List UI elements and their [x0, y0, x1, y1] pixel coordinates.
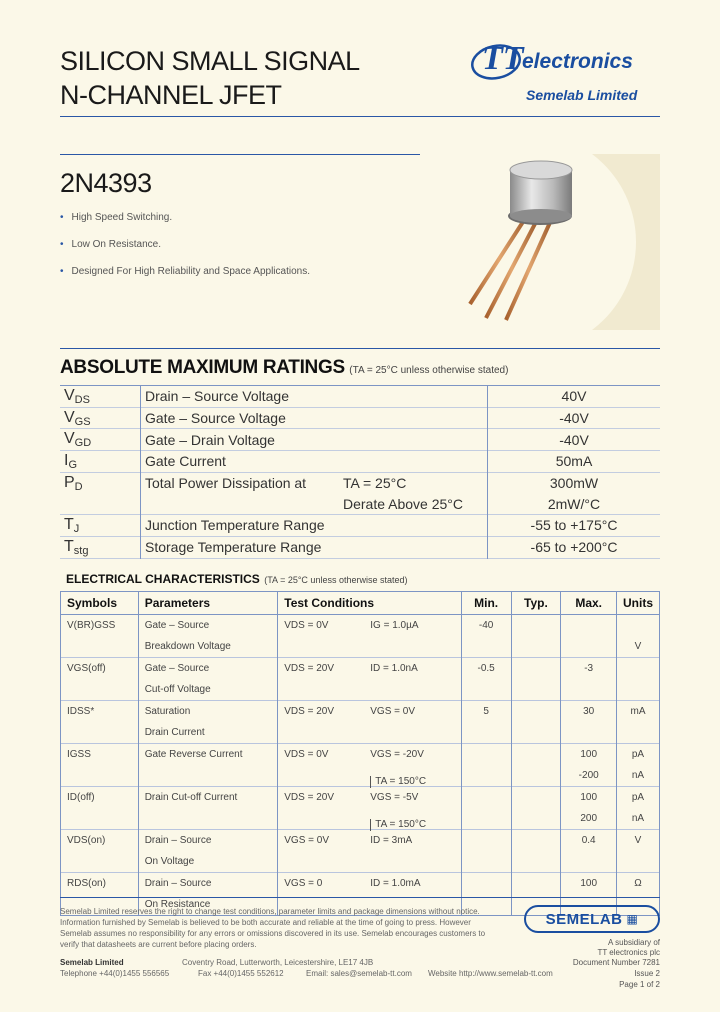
- test-condition-1: VDS = 0V: [284, 748, 329, 760]
- elec-row: [61, 873, 660, 895]
- title-line-2: N-CHANNEL JFET: [60, 80, 282, 110]
- elec-typ: [511, 658, 561, 680]
- logo-subtitle: Semelab Limited: [526, 87, 638, 103]
- abs-max-value: 40V: [561, 388, 587, 405]
- elec-symbol: IGSS: [61, 744, 139, 766]
- elec-unit: [617, 851, 660, 873]
- semelab-logo: [524, 905, 660, 933]
- elec-parameter: [138, 808, 278, 830]
- disclaimer-line: Semelab assumes no responsibility for any errors or omissions discovered in its use. Semelab encourages customers to: [60, 929, 486, 938]
- abs-max-parameter: Drain – Source Voltage: [145, 388, 289, 405]
- abs-max-value: 300mW: [549, 475, 599, 492]
- abs-max-condition-cell: [339, 386, 488, 408]
- abs-max-condition: (TA = 25°C unless otherwise stated): [349, 365, 509, 376]
- elec-row: [61, 765, 660, 787]
- elec-max: [561, 722, 617, 744]
- abs-max-condition-cell: [339, 429, 488, 451]
- test-condition-1: VDS = 0V: [284, 619, 329, 631]
- abs-max-symbol: $T_J$: [60, 515, 141, 537]
- elec-max: -3: [561, 658, 617, 680]
- test-condition-pair: [284, 835, 454, 847]
- bullet-icon: •: [60, 266, 64, 277]
- abs-max-condition-cell: [339, 536, 488, 558]
- elec-unit: nA: [617, 808, 660, 830]
- elec-min: [461, 722, 511, 744]
- elec-row: [61, 808, 660, 830]
- elec-typ: [511, 722, 561, 744]
- elec-row: [61, 787, 660, 809]
- elec-test-conditions: [278, 615, 461, 637]
- elec-typ: [511, 851, 561, 873]
- abs-max-condition-cell: [339, 451, 488, 473]
- col-max: Max.: [561, 592, 617, 615]
- elec-test-conditions: [278, 830, 461, 852]
- elec-row: [61, 701, 660, 723]
- elec-min: [461, 679, 511, 701]
- feature-text: Designed For High Reliability and Space Applications.: [71, 266, 310, 277]
- test-condition-pair: [284, 620, 454, 632]
- elec-max: 200: [561, 808, 617, 830]
- elec-test-conditions: [278, 765, 461, 787]
- elec-symbol: VDS(on): [61, 830, 139, 852]
- elec-min: [461, 636, 511, 658]
- elec-symbol: [61, 765, 139, 787]
- logo-mark: TT: [482, 40, 524, 77]
- elec-parameter: Gate – Source: [138, 658, 278, 680]
- abs-max-value: -40V: [559, 410, 589, 427]
- elec-unit: nA: [617, 765, 660, 787]
- test-condition-pair: [284, 749, 454, 761]
- elec-parameter: On Resistance: [138, 894, 278, 916]
- abs-max-parameter: Gate – Source Voltage: [145, 410, 286, 427]
- col-test-conditions: Test Conditions: [278, 592, 461, 615]
- elec-unit: mA: [617, 701, 660, 723]
- disclaimer-line: verify that datasheets are current before placing orders.: [60, 940, 257, 949]
- elec-unit: V: [617, 636, 660, 658]
- elec-typ: [511, 808, 561, 830]
- elec-unit: V: [617, 830, 660, 852]
- telephone: Telephone +44(0)1455 556565: [60, 969, 170, 978]
- test-condition-2: VGS = 0V: [370, 705, 415, 717]
- abs-max-condition-cell: [339, 515, 488, 537]
- test-condition-2: ID = 1.0nA: [370, 662, 418, 674]
- elec-typ: [511, 830, 561, 852]
- abs-max-value: -40V: [559, 431, 589, 448]
- abs-max-row: [60, 451, 660, 473]
- feature-item: [60, 212, 172, 223]
- document-info: [540, 957, 660, 990]
- abs-max-symbol: $T_{stg}$: [60, 536, 141, 558]
- elec-row: [61, 851, 660, 873]
- abs-max-value: 50mA: [555, 453, 593, 470]
- elec-condition: (TA = 25°C unless otherwise stated): [264, 575, 408, 585]
- elec-max: 30: [561, 701, 617, 723]
- elec-test-conditions: [278, 679, 461, 701]
- abs-max-row: [60, 472, 660, 493]
- elec-parameter: Drain Cut-off Current: [138, 787, 278, 809]
- test-condition-2: VGS = -5V: [370, 791, 419, 803]
- elec-row: [61, 615, 660, 637]
- elec-header-row: [61, 592, 660, 615]
- part-divider: [60, 154, 420, 155]
- elec-symbol: V(BR)GSS: [61, 615, 139, 637]
- elec-parameter: Saturation: [138, 701, 278, 723]
- elec-row: [61, 636, 660, 658]
- test-condition-1: VGS = 0: [284, 877, 323, 889]
- elec-unit: pA: [617, 744, 660, 766]
- abs-max-table: [60, 385, 660, 559]
- elec-parameter: Cut-off Voltage: [138, 679, 278, 701]
- elec-table: [60, 591, 660, 916]
- elec-symbol: VGS(off): [61, 658, 139, 680]
- abs-max-condition-cell: TA = 25°C: [339, 472, 488, 493]
- abs-max-value: 2mW/°C: [547, 495, 601, 512]
- elec-max: -200: [561, 765, 617, 787]
- elec-typ: [511, 679, 561, 701]
- test-condition-pair: [284, 663, 454, 675]
- elec-unit: pA: [617, 787, 660, 809]
- abs-max-symbol: $V_{DS}$: [60, 386, 141, 408]
- elec-max: 100: [561, 873, 617, 895]
- feature-text: High Speed Switching.: [71, 212, 173, 223]
- page-number: Page 1 of 2: [619, 980, 660, 989]
- col-parameters: Parameters: [138, 592, 278, 615]
- elec-typ: [511, 873, 561, 895]
- elec-symbol: RDS(on): [61, 873, 139, 895]
- elec-parameter: Gate – Source: [138, 615, 278, 637]
- elec-symbol: ID(off): [61, 787, 139, 809]
- feature-text: Low On Resistance.: [71, 239, 162, 250]
- elec-row: [61, 722, 660, 744]
- elec-unit: [617, 722, 660, 744]
- abs-max-symbol: $P_D$: [60, 472, 141, 493]
- abs-max-parameter: Gate – Drain Voltage: [145, 431, 275, 448]
- test-condition-2: VGS = -20V: [370, 748, 424, 760]
- elec-unit: [617, 679, 660, 701]
- document-number: Document Number 7281: [572, 958, 660, 967]
- col-typ: Typ.: [511, 592, 561, 615]
- feature-item: [60, 239, 161, 250]
- elec-max: 0.4: [561, 830, 617, 852]
- elec-unit: Ω: [617, 873, 660, 895]
- logo-text: electronics: [522, 50, 633, 73]
- company-name: Semelab Limited: [60, 958, 124, 967]
- elec-min: [461, 744, 511, 766]
- abs-max-row: [60, 493, 660, 514]
- elec-min: 5: [461, 701, 511, 723]
- abs-max-row: [60, 386, 660, 408]
- abs-max-condition-cell: Derate Above 25°C: [339, 493, 488, 514]
- elec-max: [561, 636, 617, 658]
- test-condition-pair: [284, 706, 454, 718]
- abs-max-symbol: [60, 493, 141, 514]
- elec-test-conditions: [278, 787, 461, 809]
- elec-row: [61, 830, 660, 852]
- abs-max-value: -55 to +175°C: [530, 517, 618, 534]
- abs-max-parameter: [141, 493, 340, 514]
- elec-max: [561, 615, 617, 637]
- elec-min: [461, 765, 511, 787]
- elec-typ: [511, 615, 561, 637]
- test-condition-2: TA = 150°C: [370, 819, 426, 831]
- disclaimer: [60, 906, 510, 950]
- bullet-icon: •: [60, 239, 64, 250]
- elec-parameter: Drain Current: [138, 722, 278, 744]
- abs-max-row: [60, 515, 660, 537]
- subsidiary-line: A subsidiary of: [607, 938, 660, 947]
- elec-min: [461, 851, 511, 873]
- abs-max-symbol: $V_{GS}$: [60, 407, 141, 429]
- elec-title: ELECTRICAL CHARACTERISTICS: [66, 572, 260, 586]
- abs-max-title: ABSOLUTE MAXIMUM RATINGS: [60, 357, 345, 378]
- elec-min: -0.5: [461, 658, 511, 680]
- test-condition-2: IG = 1.0µA: [370, 619, 419, 631]
- elec-test-conditions: [278, 722, 461, 744]
- tt-electronics-logo: [470, 38, 660, 108]
- abs-max-parameter: Junction Temperature Range: [145, 517, 325, 534]
- elec-symbol: [61, 851, 139, 873]
- bullet-icon: •: [60, 212, 64, 223]
- abs-max-symbol: $V_{GD}$: [60, 429, 141, 451]
- abs-max-parameter: Total Power Dissipation at: [145, 475, 307, 492]
- elec-parameter: [138, 765, 278, 787]
- elec-max: [561, 851, 617, 873]
- elec-min: -40: [461, 615, 511, 637]
- test-condition-1: VDS = 20V: [284, 791, 335, 803]
- elec-test-conditions: [278, 873, 461, 895]
- elec-symbol: [61, 722, 139, 744]
- elec-min: [461, 873, 511, 895]
- elec-parameter: Gate Reverse Current: [138, 744, 278, 766]
- elec-test-conditions: [278, 701, 461, 723]
- abs-max-row: [60, 429, 660, 451]
- elec-symbol: [61, 808, 139, 830]
- elec-max: 100: [561, 787, 617, 809]
- elec-symbol: IDSS*: [61, 701, 139, 723]
- col-symbols: Symbols: [61, 592, 139, 615]
- disclaimer-line: Semelab Limited reserves the right to change test conditions, parameter limits and package dimensions without notice.: [60, 907, 480, 916]
- abs-max-value: -65 to +200°C: [530, 539, 618, 556]
- elec-parameter: Drain – Source: [138, 873, 278, 895]
- elec-test-conditions: [278, 808, 461, 830]
- company-address: Coventry Road, Lutterworth, Leicestershire, LE17 4JB: [182, 958, 374, 967]
- semelab-grid-icon: ▦: [626, 912, 639, 926]
- elec-symbol: [61, 679, 139, 701]
- disclaimer-line: Information furnished by Semelab is believed to be both accurate and reliable at the time of going to press. However: [60, 918, 471, 927]
- test-condition-pair: [284, 878, 454, 890]
- header-divider: [60, 116, 660, 117]
- product-image-panel: [460, 154, 660, 330]
- elec-symbol: [61, 636, 139, 658]
- elec-unit: [617, 615, 660, 637]
- title-line-1: SILICON SMALL SIGNAL: [60, 46, 360, 76]
- subsidiary-note: [560, 938, 660, 958]
- abs-max-row: [60, 407, 660, 429]
- test-condition-1: VGS = 0V: [284, 834, 329, 846]
- test-condition-pair: [284, 792, 454, 804]
- elec-heading: [66, 570, 407, 588]
- elec-test-conditions: [278, 658, 461, 680]
- elec-typ: [511, 787, 561, 809]
- elec-row: [61, 679, 660, 701]
- col-min: Min.: [461, 592, 511, 615]
- elec-typ: [511, 744, 561, 766]
- subsidiary-line: TT electronics plc: [597, 948, 660, 957]
- feature-item: [60, 266, 310, 277]
- col-units: Units: [617, 592, 660, 615]
- elec-min: [461, 808, 511, 830]
- part-number: 2N4393: [60, 168, 152, 198]
- abs-max-condition-cell: [339, 407, 488, 429]
- elec-row: [61, 744, 660, 766]
- abs-max-row: [60, 536, 660, 558]
- email-link[interactable]: Email: sales@semelab-tt.com: [306, 969, 412, 978]
- transistor-image: [460, 154, 660, 330]
- elec-typ: [511, 636, 561, 658]
- issue-number: Issue 2: [634, 969, 660, 978]
- test-condition-2: TA = 150°C: [370, 776, 426, 788]
- elec-parameter: Breakdown Voltage: [138, 636, 278, 658]
- elec-test-conditions: [278, 851, 461, 873]
- test-condition-1: VDS = 20V: [284, 662, 335, 674]
- abs-max-parameter: Gate Current: [145, 453, 226, 470]
- semelab-brand-text: SEMELAB: [545, 910, 623, 928]
- abs-max-parameter: Storage Temperature Range: [145, 539, 322, 556]
- elec-parameter: Drain – Source: [138, 830, 278, 852]
- fax: Fax +44(0)1455 552612: [198, 969, 284, 978]
- elec-max: 100: [561, 744, 617, 766]
- test-condition-2: ID = 1.0mA: [370, 877, 421, 889]
- elec-typ: [511, 765, 561, 787]
- elec-min: [461, 787, 511, 809]
- elec-test-conditions: [278, 744, 461, 766]
- elec-unit: [617, 658, 660, 680]
- abs-max-heading: [60, 357, 508, 379]
- section-divider: [60, 348, 660, 349]
- elec-max: [561, 679, 617, 701]
- elec-row: [61, 658, 660, 680]
- elec-min: [461, 830, 511, 852]
- footer-divider: [60, 897, 660, 898]
- elec-typ: [511, 701, 561, 723]
- website-link[interactable]: Website http://www.semelab-tt.com: [428, 969, 553, 978]
- abs-max-symbol: $I_G$: [60, 451, 141, 473]
- elec-parameter: On Voltage: [138, 851, 278, 873]
- test-condition-2: ID = 3mA: [370, 834, 413, 846]
- elec-test-conditions: [278, 636, 461, 658]
- test-condition-1: VDS = 20V: [284, 705, 335, 717]
